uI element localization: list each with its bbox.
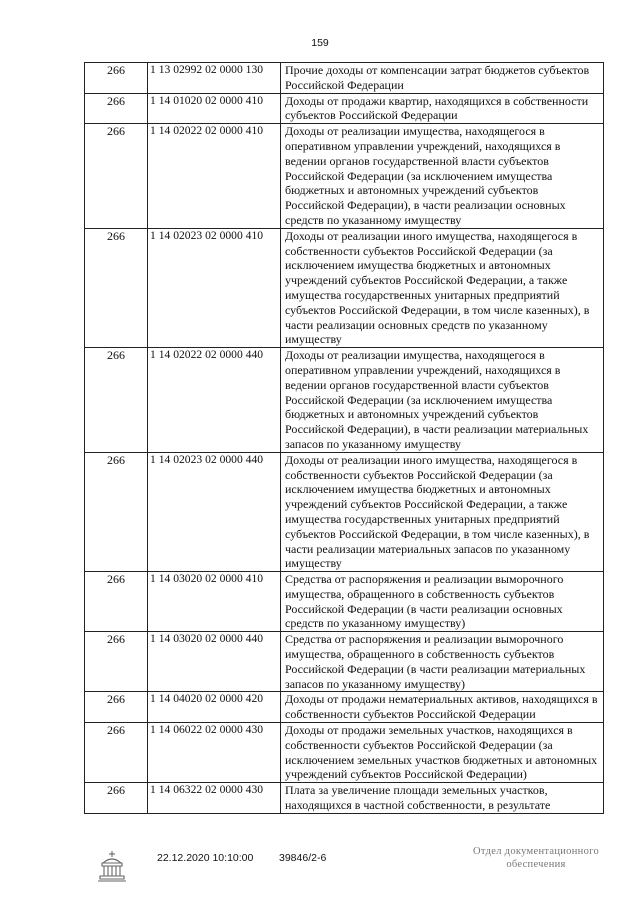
table-row: [85, 692, 604, 723]
footer-timestamp: 22.12.2020 10:10:00: [157, 852, 254, 864]
department-line-2: обеспечения: [506, 859, 566, 870]
revenue-name-cell: Доходы от реализации имущества, находящегося в оперативном управлении учреждений, находящихся в ведении органов государственной власти субъектов Российской Федерации (за исключением имущества бюджетных и автономных учреждений субъектов Российской Федерации), в части реализации основных средств по указанному имуществу: [281, 124, 604, 229]
admin-code-cell: 266: [85, 93, 148, 124]
revenue-name-cell: Средства от распоряжения и реализации выморочного имущества, обращенного в собственность субъектов Российской Федерации (в части реализации основных средств по указанному имуществу): [281, 572, 604, 632]
table-row: [85, 452, 604, 571]
budget-code-cell: 1 14 06022 02 0000 430: [148, 723, 281, 783]
footer-doc-number: 39846/2-6: [279, 852, 327, 864]
admin-code-cell: 266: [85, 63, 148, 94]
budget-code-cell: 1 14 04020 02 0000 420: [148, 692, 281, 723]
revenue-codes-table: [84, 62, 604, 814]
budget-code-cell: 1 14 02022 02 0000 440: [148, 348, 281, 453]
admin-code-cell: 266: [85, 783, 148, 814]
budget-code-cell: 1 14 02023 02 0000 440: [148, 452, 281, 571]
admin-code-cell: 266: [85, 723, 148, 783]
budget-code-cell: 1 14 03020 02 0000 410: [148, 572, 281, 632]
revenue-name-cell: Доходы от реализации имущества, находящегося в оперативном управлении учреждений, находящихся в ведении органов государственной власти субъектов Российской Федерации (за исключением имущества бюджетных и автономных учреждений субъектов Российской Федерации), в части реализации материальных запасов по указанному имуществу: [281, 348, 604, 453]
table-row: [85, 63, 604, 94]
table-row: [85, 632, 604, 692]
admin-code-cell: 266: [85, 228, 148, 347]
budget-code-cell: 1 13 02992 02 0000 130: [148, 63, 281, 94]
revenue-name-cell: Плата за увеличение площади земельных участков, находящихся в частной собственности, в результате: [281, 783, 604, 814]
revenue-name-cell: Доходы от продажи нематериальных активов, находящихся в собственности субъектов Российской Федерации: [281, 692, 604, 723]
page-number: 159: [311, 37, 329, 49]
department-line-1: Отдел документационного: [472, 846, 600, 857]
budget-code-cell: 1 14 01020 02 0000 410: [148, 93, 281, 124]
budget-code-cell: 1 14 02023 02 0000 410: [148, 228, 281, 347]
emblem-icon: [97, 849, 127, 883]
table-row: [85, 348, 604, 453]
table-row: [85, 228, 604, 347]
department-stamp: [446, 845, 626, 871]
revenue-name-cell: Доходы от продажи земельных участков, находящихся в собственности субъектов Российской Федерации (за исключением земельных участков бюджетных и автономных учреждений субъектов Российской Федерации): [281, 723, 604, 783]
revenue-name-cell: Прочие доходы от компенсации затрат бюджетов субъектов Российской Федерации: [281, 63, 604, 94]
budget-code-cell: 1 14 02022 02 0000 410: [148, 124, 281, 229]
admin-code-cell: 266: [85, 348, 148, 453]
budget-code-cell: 1 14 03020 02 0000 440: [148, 632, 281, 692]
revenue-name-cell: Доходы от реализации иного имущества, находящегося в собственности субъектов Российской Федерации (за исключением имущества бюджетных и автономных учреждений субъектов Российской Федерации, а также имущества государственных унитарных предприятий субъектов Российской Федерации, в том числе казенных), в части реализации материальных запасов по указанному имуществу: [281, 452, 604, 571]
revenue-name-cell: Средства от распоряжения и реализации выморочного имущества, обращенного в собственность субъектов Российской Федерации (в части реализации материальных запасов по указанному имуществу): [281, 632, 604, 692]
admin-code-cell: 266: [85, 692, 148, 723]
revenue-name-cell: Доходы от реализации иного имущества, находящегося в собственности субъектов Российской Федерации (за исключением имущества бюджетных и автономных учреждений субъектов Российской Федерации, а также имущества государственных унитарных предприятий субъектов Российской Федерации, в том числе казенных), в части реализации основных средств по указанному имуществу: [281, 228, 604, 347]
table-row: [85, 572, 604, 632]
table-row: [85, 783, 604, 814]
admin-code-cell: 266: [85, 632, 148, 692]
admin-code-cell: 266: [85, 124, 148, 229]
table-row: [85, 723, 604, 783]
admin-code-cell: 266: [85, 452, 148, 571]
page-footer: [0, 846, 640, 889]
table-row: [85, 93, 604, 124]
table-row: [85, 124, 604, 229]
revenue-name-cell: Доходы от продажи квартир, находящихся в собственности субъектов Российской Федерации: [281, 93, 604, 124]
budget-code-cell: 1 14 06322 02 0000 430: [148, 783, 281, 814]
admin-code-cell: 266: [85, 572, 148, 632]
